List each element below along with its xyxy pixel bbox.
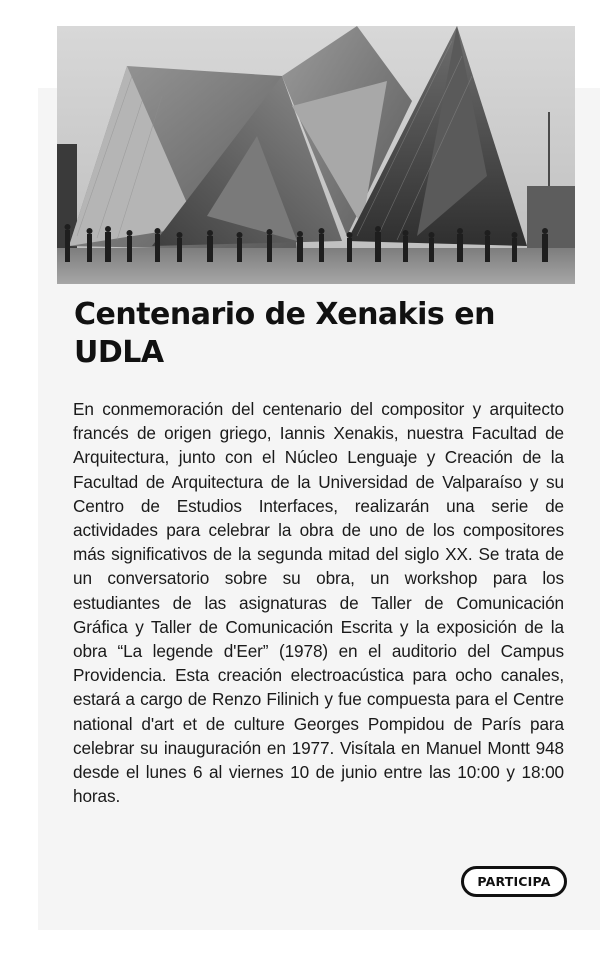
pavilion-photo <box>57 26 575 284</box>
article-image <box>57 26 575 284</box>
article-body: En conmemoración del centenario del compositor y arquitecto francés de origen griego, Iannis Xenakis, nuestra Facultad de Arquitectura, junto con el Núcleo Lenguaje y Creación de la Facultad de Arquitectura de la Universidad de Valparaíso y su Centro de Estudios Interfaces, realizarán una serie de actividades para celebrar la obra de uno de los compositores más significativos de la segunda mitad del siglo XX. Se trata de un conversatorio sobre su obra, un workshop para los estudiantes de las asignaturas de Taller de Comunicación Gráfica y Taller de Comunicación Escrita y la exposición de la obra “La legende d'Eer” (1978) en el auditorio del Campus Providencia. Esta creación electroacústica para ocho canales, estará a cargo de Renzo Filinich y fue compuesta para el Centre national d'art et de culture Georges Pompidou de París para celebrar su inauguración en 1977. Visítala en Manuel Montt 948 desde el lunes 6 al viernes 10 de junio entre las 10:00 y 18:00 horas. <box>73 399 564 807</box>
article-title: Centenario de Xenakis en UDLA <box>74 297 495 370</box>
participa-button[interactable]: PARTICIPA <box>461 866 567 897</box>
